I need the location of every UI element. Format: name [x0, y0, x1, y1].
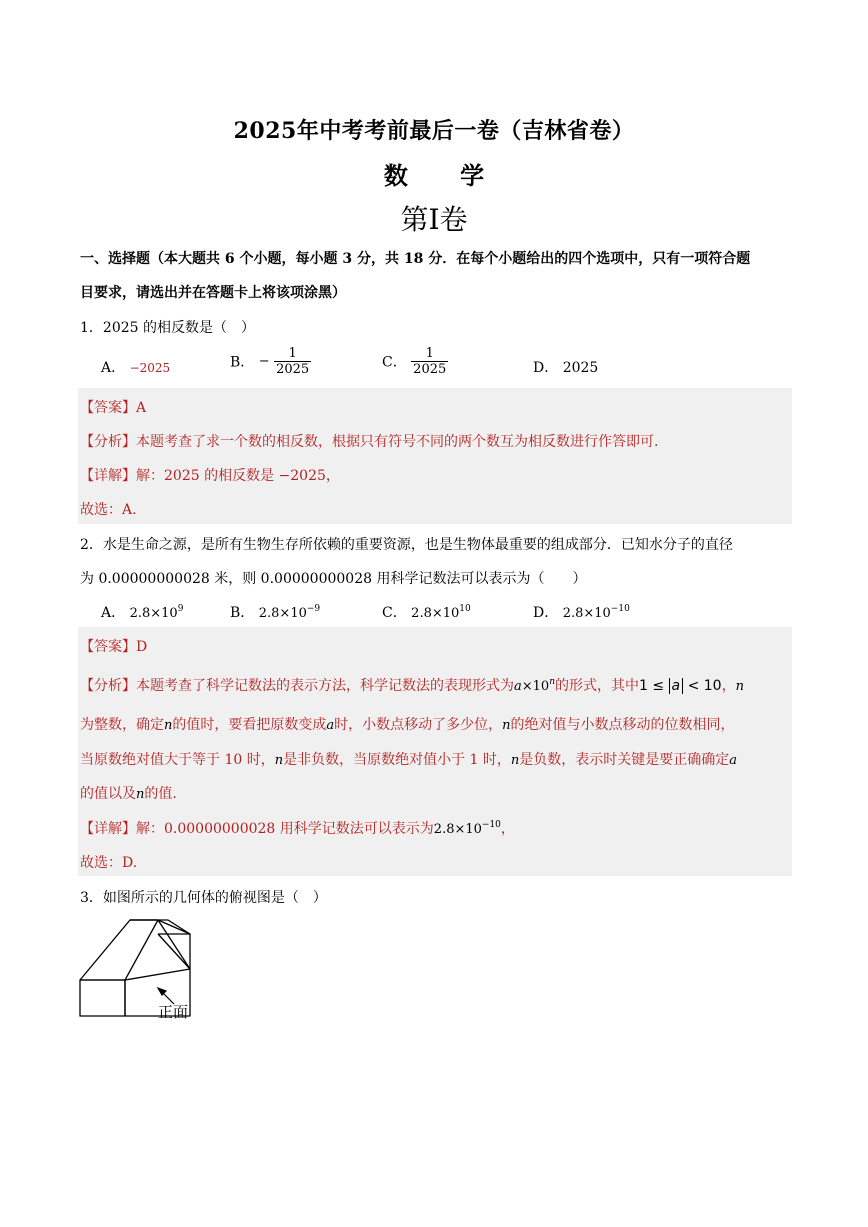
var-n: n	[510, 753, 520, 768]
ineq-right: < 10	[683, 678, 722, 694]
sci-exponent: −9	[306, 604, 321, 614]
var-a: a	[729, 753, 738, 768]
option-value	[259, 606, 320, 621]
detail-text: 解：2025 的相反数是 −2025，	[136, 468, 340, 484]
analysis-text: 时，小数点移动了多少位，	[334, 717, 503, 733]
q2-option-b	[230, 602, 320, 622]
detail-tag: 【详解】	[80, 468, 136, 484]
answer-value: D	[136, 639, 148, 655]
section-heading-line1: 一、选择题（本大题共 6 个小题，每小题 3 分，共 18 分．在每个小题给出的四个选项中，只有一项符合题	[80, 251, 751, 267]
sci-exponent: 9	[177, 604, 184, 614]
option-label: D．	[533, 360, 559, 376]
sci-base: 2.8×10	[411, 606, 460, 621]
q2-option-c	[382, 602, 471, 622]
var-n: n	[164, 718, 173, 733]
analysis-text: 的形式，其中	[555, 678, 639, 694]
analysis-text: 本题考查了科学记数法的表示方法，科学记数法的表现形式为	[136, 678, 514, 694]
option-value: 2025	[562, 360, 599, 376]
option-label: C．	[382, 605, 407, 621]
paper-title: 2025年中考考前最后一卷（吉林省卷）	[233, 118, 635, 144]
var-n: n	[735, 679, 744, 694]
figure-label: 正面	[158, 1003, 189, 1021]
q1-detail	[80, 465, 340, 485]
detail-end: ，	[500, 821, 515, 837]
q2-analysis-line4	[80, 783, 177, 803]
var-a: a	[514, 679, 522, 694]
fraction	[411, 346, 448, 377]
sci-form	[514, 679, 555, 694]
sci-base: 2.8×10	[129, 606, 178, 621]
var-n: n	[549, 677, 555, 687]
sci-base: 2.8×10	[562, 606, 611, 621]
q1-option-c	[382, 346, 448, 377]
q1-option-b	[230, 346, 311, 377]
front-face	[80, 980, 125, 1016]
option-label: B．	[230, 605, 255, 621]
question-1-stem: 1．2025 的相反数是（ ）	[80, 320, 255, 336]
option-label: A．	[101, 360, 126, 376]
minus-sign: −	[258, 354, 270, 369]
fraction-numerator: 1	[274, 346, 311, 362]
slope-right-edge	[158, 934, 190, 969]
question-3-stem: 3．如图所示的几何体的俯视图是（ ）	[80, 890, 327, 906]
q2-answer	[80, 636, 147, 656]
top-face	[130, 920, 190, 969]
var-a: a	[326, 718, 335, 733]
subject-title: 数 学	[383, 161, 507, 190]
sci-exponent: −10	[481, 820, 501, 830]
analysis-text: 本题考查了求一个数的相反数，根据只有符号不同的两个数互为相反数进行作答即可.	[136, 434, 659, 450]
analysis-text: 当原数绝对值大于等于 10 时，	[80, 752, 275, 768]
q1-answer	[80, 397, 146, 417]
section-heading-line2: 目要求，请选出并在答题卡上将该项涂黑）	[80, 285, 346, 301]
analysis-text: 的值.	[144, 786, 177, 802]
analysis-text: 的绝对值与小数点移动的位数相同，	[510, 717, 735, 733]
q2-option-a	[101, 602, 183, 622]
fraction-denominator: 2025	[276, 362, 310, 377]
fraction-denominator: 2025	[413, 362, 447, 377]
q2-conclusion: 故选：D.	[80, 855, 138, 871]
question-2-stem-line1: 2．水是生命之源，是所有生物生存所依赖的重要资源，也是生物体最重要的组成部分．已知水分子的直径	[80, 537, 733, 553]
analysis-tag: 【分析】	[80, 678, 136, 694]
fraction-numerator: 1	[411, 346, 448, 362]
abs-a: a	[669, 678, 684, 694]
ineq-left: 1 ≤	[639, 678, 669, 694]
q2-option-d	[533, 602, 630, 622]
option-label: A．	[101, 605, 126, 621]
q2-detail	[80, 818, 515, 838]
sci-exponent: 10	[459, 604, 471, 614]
option-value	[563, 606, 630, 621]
q1-answer-box	[78, 388, 792, 524]
sci-value	[434, 822, 501, 837]
q2-analysis-line3	[80, 749, 737, 769]
option-value	[411, 606, 471, 621]
option-value	[130, 606, 184, 621]
option-label: B．	[230, 354, 255, 371]
analysis-tag: 【分析】	[80, 434, 136, 450]
var-n: n	[502, 718, 511, 733]
slope-face	[80, 920, 158, 980]
question-2-stem-line2: 为 0.00000000028 米，则 0.00000000028 用科学记数法可以表示为（ ）	[80, 571, 587, 587]
analysis-text: 为整数，确定	[80, 717, 164, 733]
analysis-text: 是非负数，当原数绝对值小于 1 时，	[283, 752, 511, 768]
var-n: n	[136, 787, 145, 802]
answer-tag: 【答案】	[80, 400, 136, 416]
inequality	[639, 678, 722, 694]
q1-conclusion: 故选：A.	[80, 502, 137, 518]
option-label: C．	[382, 354, 407, 371]
answer-tag: 【答案】	[80, 639, 136, 655]
sci-base: 2.8×10	[433, 822, 482, 837]
analysis-text: 是负数，表示时关键是要正确确定	[519, 752, 730, 768]
fraction	[274, 346, 311, 377]
answer-value: A	[136, 400, 147, 416]
option-value: −2025	[129, 361, 171, 375]
q1-analysis	[80, 431, 658, 451]
option-label: D．	[533, 605, 559, 621]
analysis-text: 的值时，要看把原数变成	[172, 717, 327, 733]
q1-option-d	[533, 357, 598, 377]
sci-base: 2.8×10	[258, 606, 307, 621]
detail-text: 解：0.00000000028 用科学记数法可以表示为	[136, 821, 434, 837]
var-n: n	[274, 753, 284, 768]
q1-option-a	[101, 357, 170, 377]
q2-analysis-line2	[80, 714, 735, 734]
sci-exponent: −10	[610, 604, 630, 614]
volume-title: 第I卷	[400, 203, 468, 236]
analysis-text: ，	[721, 678, 736, 694]
q2-analysis-line1	[80, 675, 744, 695]
times-ten: ×10	[521, 679, 550, 694]
detail-tag: 【详解】	[80, 821, 136, 837]
analysis-text: 的值以及	[80, 786, 136, 802]
